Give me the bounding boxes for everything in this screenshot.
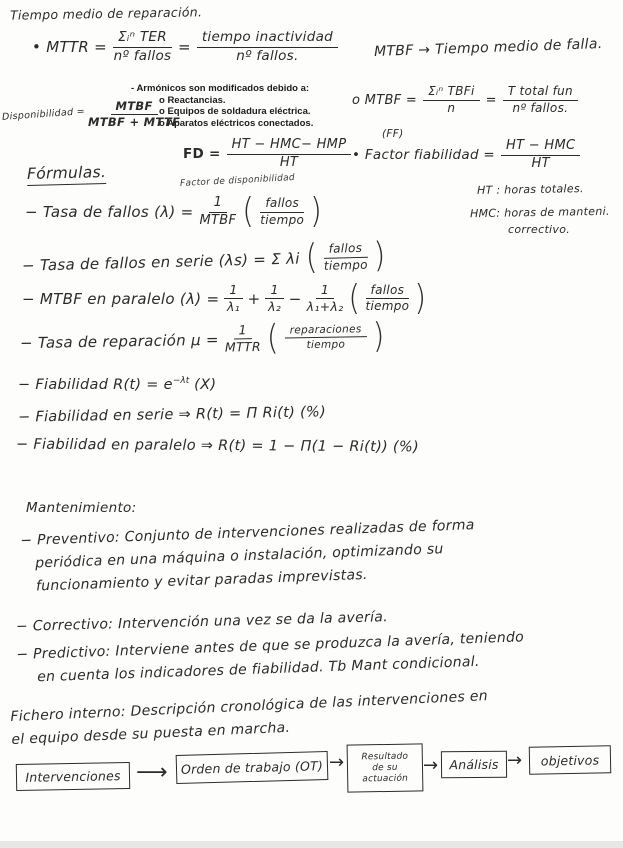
fiabilidad-post: (X): [189, 376, 217, 393]
frac-a-numerator: 1: [224, 283, 242, 299]
unit-denominator: tiempo: [323, 257, 368, 273]
fichero-paragraph: [10, 685, 489, 752]
minus-sign: −: [288, 289, 302, 308]
factor-fiabilidad-fraction: [501, 139, 580, 172]
tasa-fallos-unit-fraction: [260, 197, 304, 228]
unit-denominator: tiempo: [306, 338, 346, 352]
mtbf-lead: o MTBF =: [352, 92, 418, 108]
printed-title: - Armónicos son modificados debido a:: [131, 83, 310, 94]
fd-numerator: HT − HMC− HMP: [227, 138, 352, 155]
disponibilidad-fraction: [88, 100, 180, 129]
tasa-fallos-fraction: [200, 196, 237, 229]
tasa-reparacion-denominator: MTTR: [224, 339, 262, 355]
tasa-reparacion-pre: − Tasa de reparación μ =: [19, 330, 219, 353]
mtbf-paralelo-frac-b: [265, 283, 283, 315]
preventivo-paragraph: [20, 514, 477, 599]
legend-hmc-line2: correctivo.: [508, 223, 571, 236]
tasa-fallos-pre: − Tasa de fallos (λ) =: [25, 203, 194, 222]
flowchart-box-objetivos: objetivos: [529, 745, 611, 774]
open-paren: (: [348, 278, 361, 319]
unit-numerator: fallos: [260, 197, 304, 213]
mtbf-paralelo-frac-c: [307, 283, 344, 315]
disponibilidad-label: Disponibilidad =: [1, 106, 86, 124]
mtbf-formula: [352, 85, 578, 116]
fiabilidad-exponent: −λt: [172, 376, 190, 386]
scan-edge-shadow: [0, 841, 623, 848]
fichero-line-1: Fichero interno: Descripción cronológica de las intervenciones en: [10, 688, 489, 725]
fiabilidad-paralelo-line: − Fiabilidad en paralelo ⇒ R(t) = 1 − Π(1 − Ri(t)) (%): [15, 436, 419, 456]
resultado-line-2: de su: [372, 762, 398, 773]
flowchart-box-analisis: Análisis: [441, 751, 507, 779]
disponibilidad-numerator: MTBF: [111, 100, 158, 115]
mtbf-frac2-denominator: nº fallos.: [512, 100, 569, 115]
mtbf-paralelo-frac-a: [224, 283, 242, 315]
preventivo-line-2: periódica en una máquina o instalación, optimizando su: [34, 541, 444, 572]
unit-numerator: reparaciones: [285, 323, 367, 338]
fiabilidad-line: [18, 376, 216, 393]
frac-c-numerator: 1: [316, 283, 334, 299]
mttr-frac2-numerator: tiempo inactividad: [197, 30, 338, 48]
unit-denominator: tiempo: [365, 299, 410, 314]
frac-c-denominator: λ₁+λ₂: [306, 299, 344, 315]
mttr-frac1-numerator: Σᵢⁿ TER: [113, 30, 172, 48]
flowchart-box-resultado: [347, 743, 424, 792]
tasa-fallos-serie-line: [21, 235, 387, 281]
open-paren: (: [266, 317, 280, 359]
open-paren: (: [242, 191, 255, 232]
mttr-equals: =: [177, 38, 191, 57]
mtbf-fraction-1: [423, 85, 480, 116]
frac-b-numerator: 1: [265, 283, 283, 299]
mtbf-frac1-numerator: Σᵢⁿ TBFi: [423, 85, 480, 101]
close-paren: ): [310, 191, 323, 232]
factor-fiabilidad-formula: [352, 139, 580, 172]
fd-formula: [183, 138, 351, 171]
factor-fiabilidad-numerator: HT − HMC: [501, 139, 580, 156]
unit-numerator: fallos: [323, 242, 367, 259]
close-paren: ): [372, 315, 386, 357]
legend-ht: HT : horas totales.: [476, 182, 584, 197]
mtbf-frac1-denominator: n: [447, 100, 456, 115]
tasa-reparacion-fraction: [225, 323, 262, 355]
formulas-heading: Fórmulas.: [27, 163, 107, 186]
printed-item-aparatos: o Aparatos eléctricos conectados.: [159, 117, 314, 129]
mantenimiento-heading: Mantenimiento:: [26, 500, 137, 516]
disponibilidad-denominator: MTBF + MTTF: [88, 115, 181, 130]
mttr-frac2-denominator: nº fallos.: [236, 47, 299, 64]
mtbf-fraction-2: [503, 85, 578, 116]
tasa-fallos-denominator: MTBF: [199, 212, 237, 228]
plus-sign: +: [247, 289, 261, 308]
fd-caption: Factor de disponibilidad: [179, 172, 296, 190]
open-paren: (: [305, 237, 319, 279]
ff-superscript: (FF): [382, 128, 404, 140]
factor-fiabilidad-denominator: HT: [531, 155, 550, 171]
tasa-reparacion-line: [19, 315, 386, 359]
mtbf-paralelo-unit-fraction: [365, 284, 409, 315]
heading-tiempo-medio-reparacion: Tiempo medio de reparación.: [9, 4, 203, 23]
preventivo-line-3: funcionamiento y evitar paradas imprevistas.: [35, 566, 368, 595]
tasa-reparacion-numerator: 1: [233, 323, 252, 340]
tasa-reparacion-unit-fraction: [285, 323, 367, 352]
unit-denominator: tiempo: [260, 212, 305, 227]
flowchart-arrow-3: →: [423, 755, 439, 776]
close-paren: ): [414, 278, 427, 319]
mttr-lead: • MTTR =: [32, 38, 108, 57]
frac-a-denominator: λ₁: [226, 299, 240, 315]
predictivo-paragraph: [16, 626, 525, 690]
fd-fraction: [227, 138, 352, 171]
close-paren: ): [373, 235, 387, 277]
mttr-fraction-2: [197, 30, 338, 64]
resultado-line-1: Resultado: [361, 751, 409, 762]
fd-lead: FD =: [183, 146, 221, 163]
mtbf-frac2-numerator: T total fun: [503, 85, 578, 101]
fd-denominator: HT: [279, 154, 299, 170]
mttr-fraction-1: [113, 30, 172, 64]
flowchart-box-orden-trabajo: Orden de trabajo (OT): [176, 751, 329, 784]
correctivo-line: − Correctivo: Intervención una vez se da la avería.: [15, 609, 389, 635]
mtbf-paralelo-line: [22, 278, 427, 319]
mtbf-definition-note: MTBF → Tiempo medio de falla.: [373, 36, 603, 60]
fichero-line-2: el equipo desde su puesta en marcha.: [11, 719, 291, 748]
tasa-fallos-serie-pre: − Tasa de fallos en serie (λs) = Σ λi: [21, 249, 300, 276]
tasa-fallos-line: [25, 191, 323, 232]
flowchart-arrow-4: →: [507, 750, 523, 771]
legend-hmc: HMC: horas de manteni.: [469, 204, 610, 221]
flowchart-box-intervenciones: Intervenciones: [16, 762, 130, 791]
unit-numerator: fallos: [366, 284, 410, 300]
mtbf-paralelo-pre: − MTBF en paralelo (λ) =: [22, 289, 220, 308]
disponibilidad-formula: [2, 100, 180, 129]
printed-item-soldadura: o Equipos de soldadura eléctrica.: [159, 106, 311, 117]
predictivo-line-2: en cuenta los indicadores de fiabilidad. Tb Mant condicional.: [36, 653, 480, 686]
resultado-line-3: actuación: [362, 773, 409, 784]
fiabilidad-pre: − Fiabilidad R(t) = e: [18, 376, 173, 393]
tasa-fallos-numerator: 1: [209, 196, 228, 213]
frac-b-denominator: λ₂: [268, 299, 282, 315]
flowchart-arrow-1: ⟶: [136, 760, 168, 785]
flowchart-arrow-2: →: [329, 752, 345, 773]
preventivo-line-1: − Preventivo: Conjunto de intervenciones realizadas de forma: [20, 517, 475, 549]
factor-fiabilidad-lead: • Factor fiabilidad =: [352, 147, 496, 164]
fiabilidad-serie-line: − Fiabilidad en serie ⇒ R(t) = Π Ri(t) (%): [17, 404, 327, 426]
printed-item-reactancias: o Reactancias.: [159, 94, 226, 106]
tasa-fallos-serie-unit-fraction: [323, 242, 368, 274]
predictivo-line-1: − Predictivo: Interviene antes de que se produzca la avería, teniendo: [16, 629, 525, 663]
mtbf-equals: =: [485, 92, 497, 108]
mttr-formula: [32, 30, 338, 64]
mttr-frac1-denominator: nº fallos: [113, 47, 172, 64]
